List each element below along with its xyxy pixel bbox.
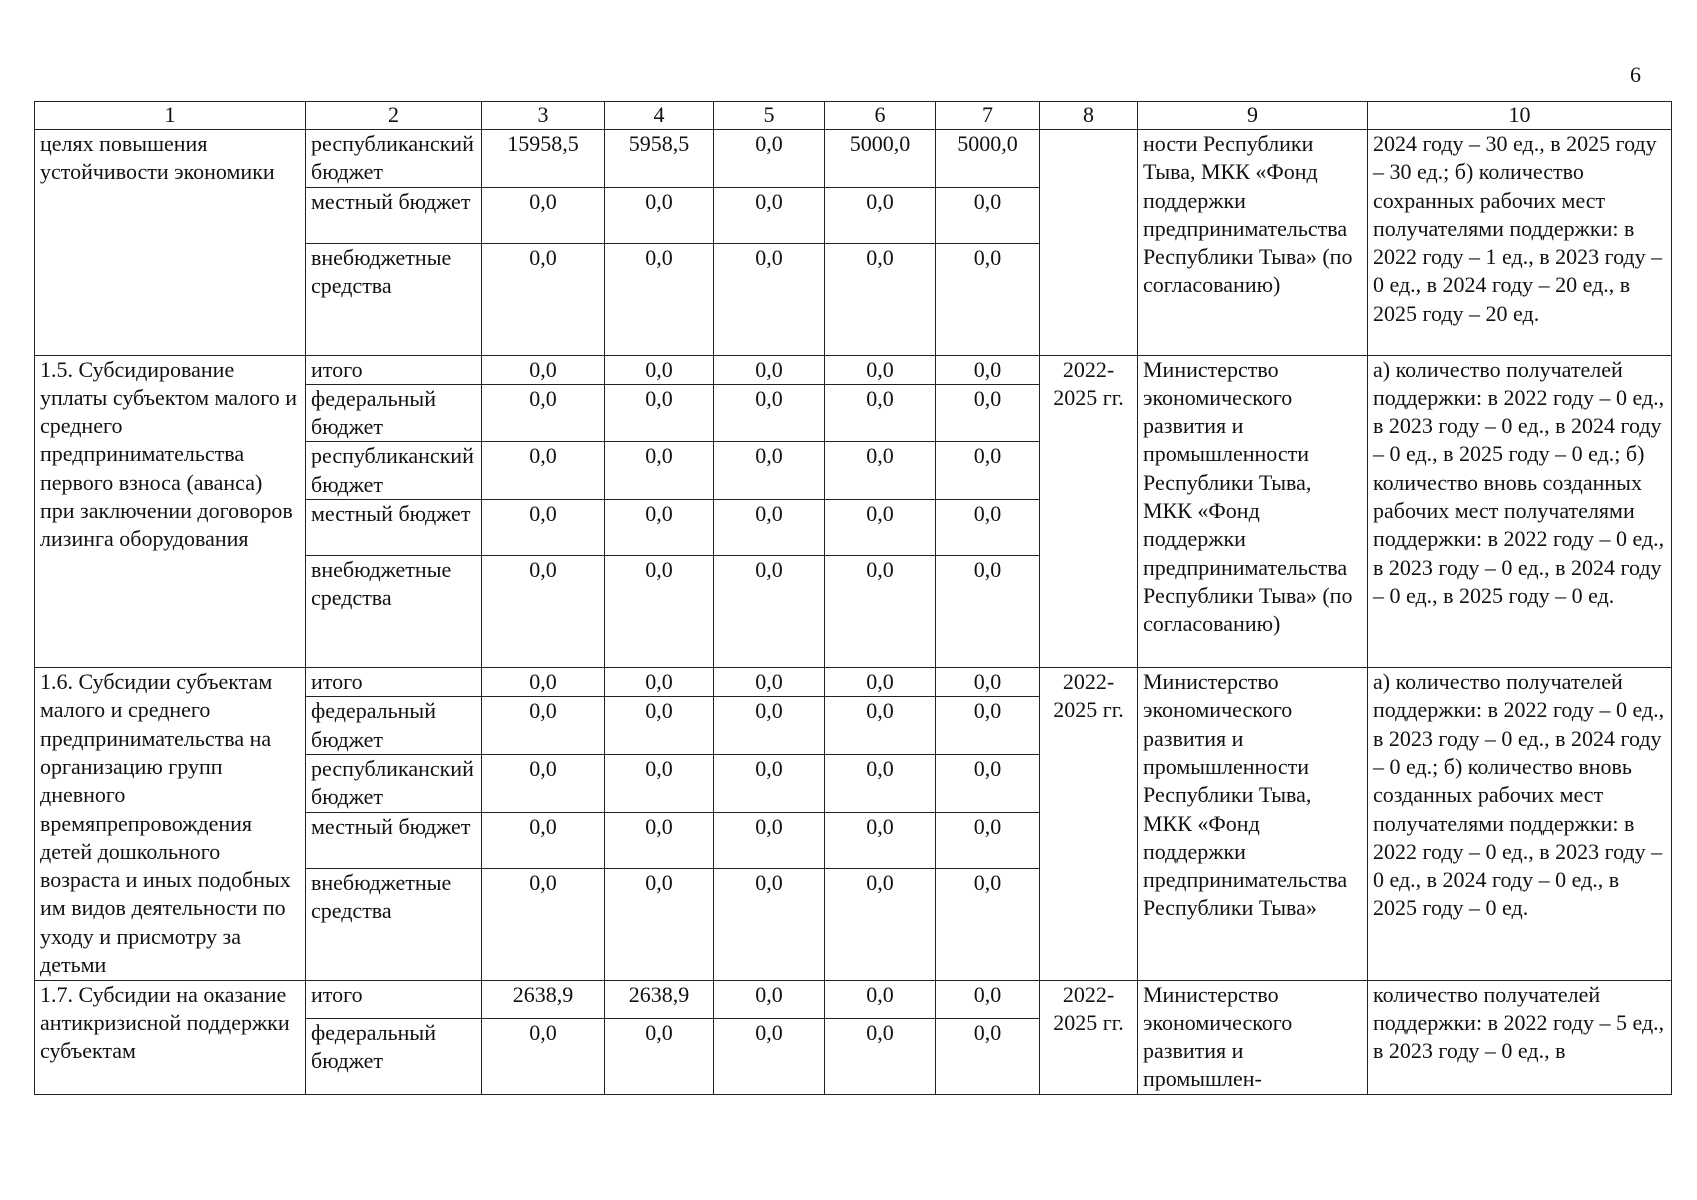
funding-source: федеральный бюджет bbox=[306, 1019, 482, 1095]
funding-amount: 15958,5 bbox=[482, 130, 605, 188]
funding-amount: 5000,0 bbox=[825, 130, 936, 188]
funding-source: итого bbox=[306, 668, 482, 697]
funding-amount: 0,0 bbox=[714, 243, 825, 355]
funding-amount: 2638,9 bbox=[482, 980, 605, 1019]
funding-amount: 0,0 bbox=[825, 243, 936, 355]
column-number: 3 bbox=[482, 102, 605, 130]
funding-amount: 0,0 bbox=[714, 556, 825, 668]
implementation-years: 2022-2025 гг. bbox=[1040, 355, 1138, 667]
funding-amount: 0,0 bbox=[714, 812, 825, 868]
responsible-executor: Министерство экономического развития и промышлен- bbox=[1138, 980, 1368, 1094]
funding-amount: 0,0 bbox=[482, 754, 605, 812]
expected-result: количество получателей поддержки: в 2022 году – 5 ед., в 2023 году – 0 ед., в bbox=[1368, 980, 1672, 1094]
funding-amount: 0,0 bbox=[714, 355, 825, 384]
funding-source: федеральный бюджет bbox=[306, 384, 482, 442]
funding-source: федеральный бюджет bbox=[306, 697, 482, 755]
funding-amount: 0,0 bbox=[482, 355, 605, 384]
funding-amount: 0,0 bbox=[825, 442, 936, 500]
funding-amount: 0,0 bbox=[482, 868, 605, 980]
funding-source: итого bbox=[306, 980, 482, 1019]
funding-source: республиканский бюджет bbox=[306, 754, 482, 812]
funding-amount: 0,0 bbox=[936, 355, 1040, 384]
funding-amount: 0,0 bbox=[825, 355, 936, 384]
funding-amount: 0,0 bbox=[936, 697, 1040, 755]
funding-amount: 0,0 bbox=[605, 243, 714, 355]
funding-amount: 0,0 bbox=[714, 442, 825, 500]
funding-amount: 0,0 bbox=[936, 384, 1040, 442]
funding-amount: 5000,0 bbox=[936, 130, 1040, 188]
activity-description: 1.5. Субсидирование уплаты субъектом малого и среднего предпринимательства первого взноса (аванса) при заключении договоров лизинга оборудования bbox=[35, 355, 306, 667]
funding-source: внебюджетные средства bbox=[306, 243, 482, 355]
funding-amount: 0,0 bbox=[482, 812, 605, 868]
funding-amount: 0,0 bbox=[605, 500, 714, 556]
funding-amount: 0,0 bbox=[482, 1019, 605, 1095]
table-row bbox=[35, 355, 1672, 384]
responsible-executor: ности Республики Тыва, МКК «Фонд поддержки предпринимательства Республики Тыва» (по согласованию) bbox=[1138, 130, 1368, 356]
funding-amount: 0,0 bbox=[605, 697, 714, 755]
funding-amount: 0,0 bbox=[714, 500, 825, 556]
responsible-executor: Министерство экономического развития и промышленности Республики Тыва, МКК «Фонд поддержки предпринимательства Республики Тыва» (по согласованию) bbox=[1138, 355, 1368, 667]
column-number: 1 bbox=[35, 102, 306, 130]
column-number: 7 bbox=[936, 102, 1040, 130]
funding-amount: 0,0 bbox=[714, 130, 825, 188]
funding-amount: 0,0 bbox=[605, 355, 714, 384]
funding-source: итого bbox=[306, 355, 482, 384]
funding-amount: 0,0 bbox=[482, 187, 605, 243]
table-row bbox=[35, 668, 1672, 697]
funding-amount: 0,0 bbox=[825, 980, 936, 1019]
funding-amount: 0,0 bbox=[482, 556, 605, 668]
funding-amount: 0,0 bbox=[936, 812, 1040, 868]
column-number: 9 bbox=[1138, 102, 1368, 130]
funding-amount: 0,0 bbox=[825, 1019, 936, 1095]
funding-amount: 0,0 bbox=[714, 754, 825, 812]
funding-amount: 0,0 bbox=[936, 442, 1040, 500]
funding-amount: 0,0 bbox=[482, 384, 605, 442]
column-number: 5 bbox=[714, 102, 825, 130]
funding-source: республиканский бюджет bbox=[306, 442, 482, 500]
funding-amount: 0,0 bbox=[936, 668, 1040, 697]
page-number: 6 bbox=[1630, 62, 1641, 87]
funding-source: местный бюджет bbox=[306, 500, 482, 556]
implementation-years: 2022-2025 гг. bbox=[1040, 980, 1138, 1094]
funding-amount: 0,0 bbox=[936, 243, 1040, 355]
funding-amount: 0,0 bbox=[936, 1019, 1040, 1095]
funding-amount: 0,0 bbox=[605, 668, 714, 697]
funding-amount: 0,0 bbox=[482, 500, 605, 556]
funding-amount: 0,0 bbox=[825, 697, 936, 755]
funding-amount: 0,0 bbox=[714, 187, 825, 243]
table-row bbox=[35, 130, 1672, 188]
funding-amount: 0,0 bbox=[825, 500, 936, 556]
funding-amount: 0,0 bbox=[605, 556, 714, 668]
activity-description: 1.7. Субсидии на оказание антикризисной поддержки субъектам bbox=[35, 980, 306, 1094]
funding-amount: 0,0 bbox=[936, 556, 1040, 668]
funding-amount: 0,0 bbox=[825, 754, 936, 812]
funding-source: местный бюджет bbox=[306, 812, 482, 868]
funding-amount: 0,0 bbox=[605, 442, 714, 500]
expected-result: а) количество получателей поддержки: в 2022 году – 0 ед., в 2023 году – 0 ед., в 2024 году – 0 ед.; б) количество вновь созданных рабочих мест получателями поддержки: в 2022 году – 0 ед., в 2023 году – 0 ед., в 2024 году – 0 ед., в 2025 году – 0 ед. bbox=[1368, 668, 1672, 980]
activity-description: 1.6. Субсидии субъектам малого и среднего предпринимательства на организацию групп дневного времяпрепровождения детей дошкольного возраста и иных подобных им видов деятельности по уходу и присмотру за детьми bbox=[35, 668, 306, 980]
funding-amount: 0,0 bbox=[936, 980, 1040, 1019]
funding-amount: 0,0 bbox=[605, 1019, 714, 1095]
implementation-years bbox=[1040, 130, 1138, 356]
funding-amount: 0,0 bbox=[936, 868, 1040, 980]
funding-source: внебюджетные средства bbox=[306, 556, 482, 668]
responsible-executor: Министерство экономического развития и промышленности Республики Тыва, МКК «Фонд поддержки предпринимательства Республики Тыва» bbox=[1138, 668, 1368, 980]
funding-amount: 0,0 bbox=[714, 980, 825, 1019]
funding-source: внебюджетные средства bbox=[306, 868, 482, 980]
funding-amount: 0,0 bbox=[714, 668, 825, 697]
funding-amount: 0,0 bbox=[605, 384, 714, 442]
expected-result: 2024 году – 30 ед., в 2025 году – 30 ед.; б) количество сохранных рабочих мест получателями поддержки: в 2022 году – 1 ед., в 2023 году – 0 ед., в 2024 году – 20 ед., в 2025 году – 20 ед. bbox=[1368, 130, 1672, 356]
funding-amount: 0,0 bbox=[825, 812, 936, 868]
column-number: 4 bbox=[605, 102, 714, 130]
funding-amount: 0,0 bbox=[936, 187, 1040, 243]
funding-amount: 0,0 bbox=[825, 384, 936, 442]
expected-result: а) количество получателей поддержки: в 2022 году – 0 ед., в 2023 году – 0 ед., в 2024 году – 0 ед., в 2025 году – 0 ед.; б) количество вновь созданных рабочих мест получателями поддержки: в 2022 году – 0 ед., в 2023 году – 0 ед., в 2024 году – 0 ед., в 2025 году – 0 ед. bbox=[1368, 355, 1672, 667]
funding-amount: 0,0 bbox=[605, 812, 714, 868]
funding-amount: 0,0 bbox=[714, 697, 825, 755]
activity-description: целях повышения устойчивости экономики bbox=[35, 130, 306, 356]
funding-amount: 0,0 bbox=[482, 697, 605, 755]
funding-amount: 0,0 bbox=[714, 384, 825, 442]
funding-amount: 0,0 bbox=[605, 187, 714, 243]
funding-amount: 0,0 bbox=[482, 442, 605, 500]
column-number: 6 bbox=[825, 102, 936, 130]
table-row bbox=[35, 980, 1672, 1019]
column-number: 10 bbox=[1368, 102, 1672, 130]
funding-amount: 0,0 bbox=[825, 187, 936, 243]
column-number-row bbox=[35, 102, 1672, 130]
column-number: 2 bbox=[306, 102, 482, 130]
column-number: 8 bbox=[1040, 102, 1138, 130]
funding-amount: 0,0 bbox=[482, 668, 605, 697]
funding-amount: 0,0 bbox=[825, 556, 936, 668]
funding-amount: 0,0 bbox=[605, 868, 714, 980]
funding-source: местный бюджет bbox=[306, 187, 482, 243]
funding-source: республиканский бюджет bbox=[306, 130, 482, 188]
funding-amount: 0,0 bbox=[714, 868, 825, 980]
implementation-years: 2022-2025 гг. bbox=[1040, 668, 1138, 980]
funding-amount: 0,0 bbox=[482, 243, 605, 355]
funding-amount: 5958,5 bbox=[605, 130, 714, 188]
funding-amount: 0,0 bbox=[825, 868, 936, 980]
funding-amount: 0,0 bbox=[825, 668, 936, 697]
funding-amount: 0,0 bbox=[714, 1019, 825, 1095]
program-table bbox=[34, 101, 1672, 1095]
funding-amount: 0,0 bbox=[936, 500, 1040, 556]
funding-amount: 0,0 bbox=[936, 754, 1040, 812]
funding-amount: 0,0 bbox=[605, 754, 714, 812]
funding-amount: 2638,9 bbox=[605, 980, 714, 1019]
